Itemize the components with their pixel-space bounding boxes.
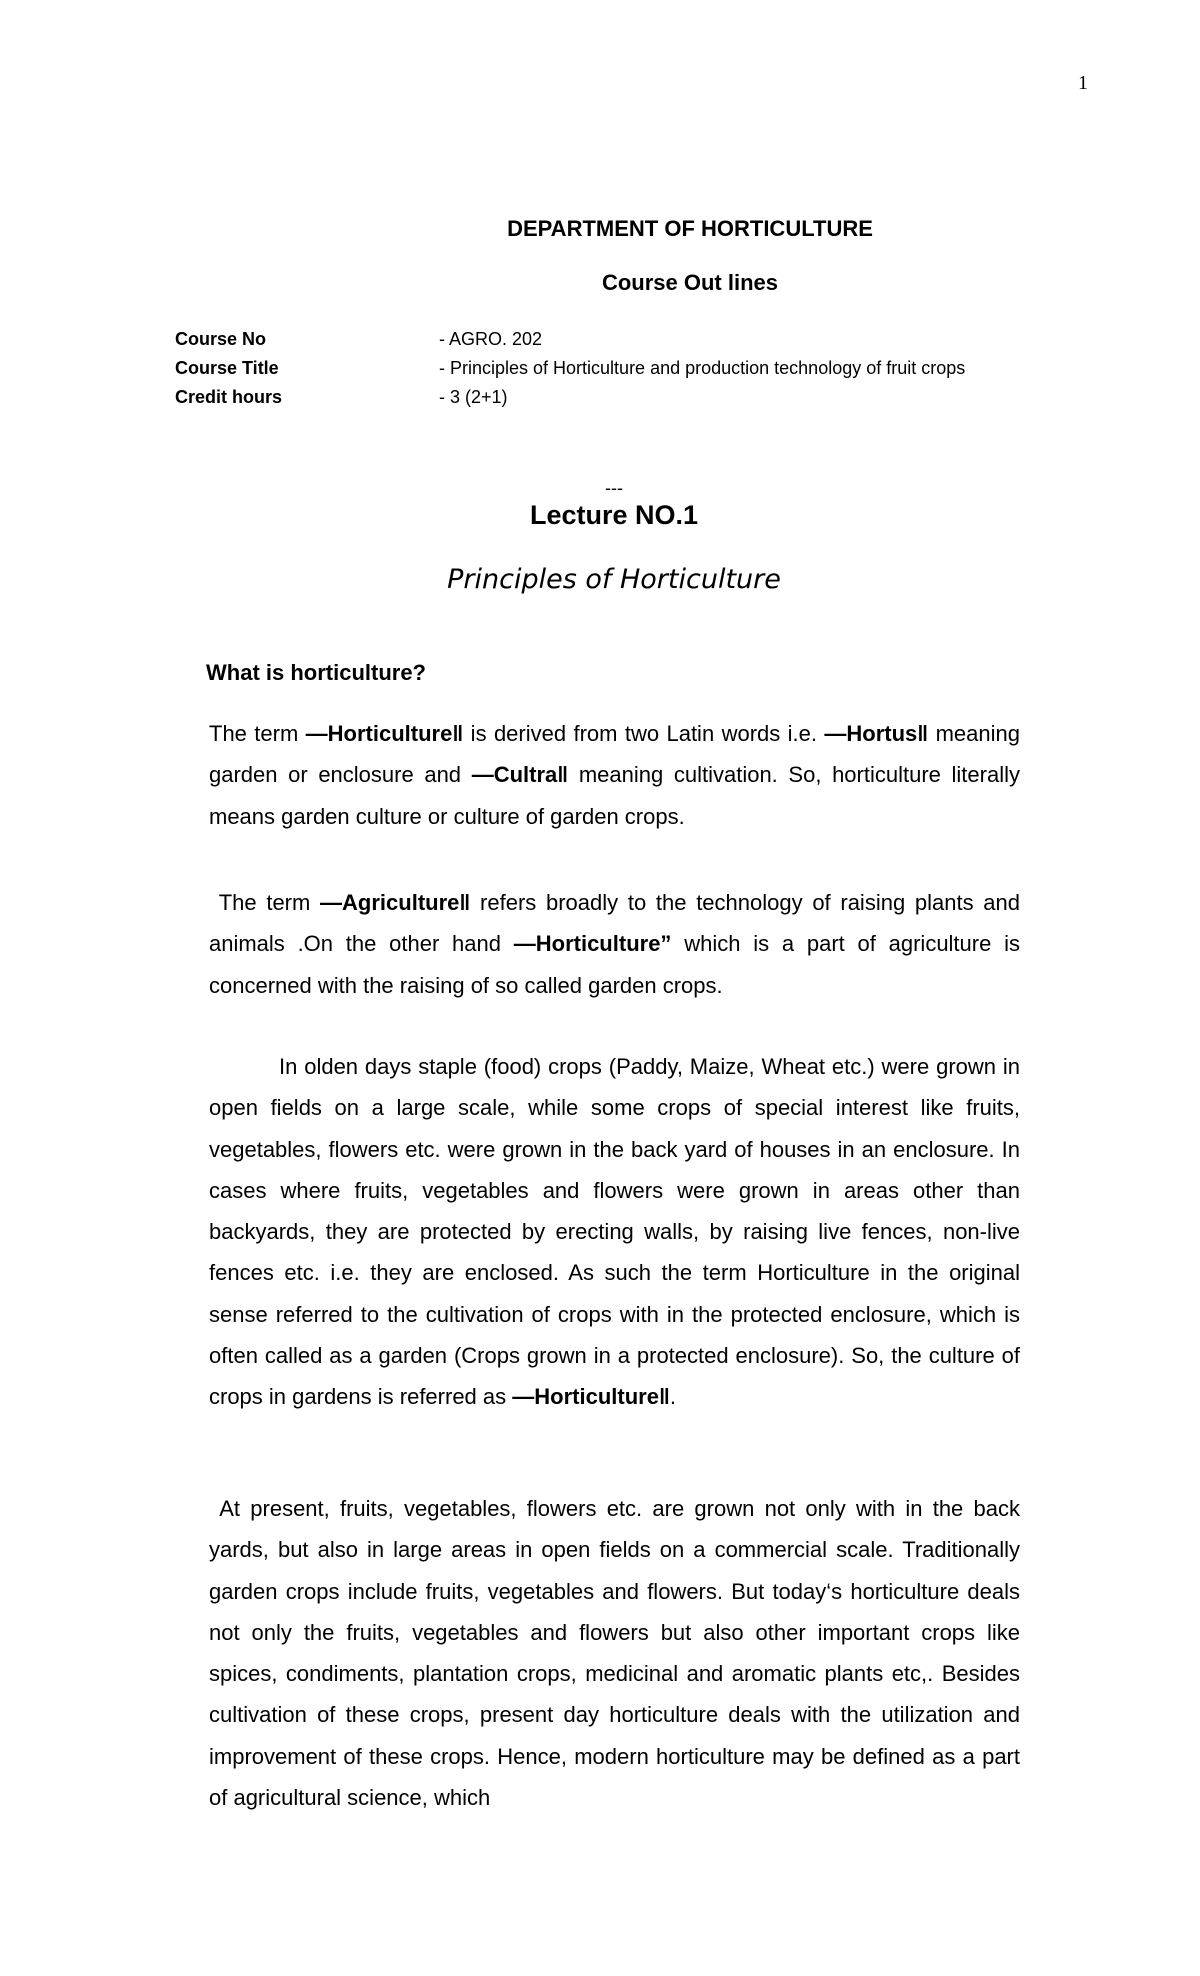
section-heading: What is horticulture? [206,660,426,685]
text-span: which is a part of agriculture is concerned with the raising of so called garden crops. [209,931,1020,998]
course-no-value: - AGRO. 202 [439,329,543,349]
department-heading: DEPARTMENT OF HORTICULTURE [507,216,873,241]
credit-hours-label: Credit hours [175,387,283,407]
paragraph-horticulture-definition [209,713,1020,837]
term-horticulture: —Horticulture‖ [305,721,464,746]
paragraph-olden-days [209,1046,1020,1418]
text-span: refers broadly to the technology of raising plants and animals .On the other hand [209,890,1020,957]
course-info-row [175,383,965,412]
page-number: 1 [1078,72,1088,94]
text-span: In olden days staple (food) crops (Paddy, Maize, Wheat etc.) were grown in open fields on a large scale, while some crops of special interest like fruits, vegetables, flowers etc. were grown in the back yard of houses in an enclosure. In cases where fruits, vegetables and flowers were grown in areas other than backyards, they are protected by erecting walls, by raising live fences, non-live fences etc. i.e. they are enclosed. As such the term Horticulture in the original sense referred to the cultivation of crops with in the protected enclosure, which is often called as a garden (Crops grown in a protected enclosure). So, the culture of crops in gardens is referred as [209,1054,1020,1410]
text-span: The term [209,721,306,746]
text-span: The term [218,890,321,915]
term-horticulture: —Horticulture‖ [512,1384,670,1410]
term-horticulture: —Horticulture” [513,931,672,957]
term-cultra: —Cultra‖ [471,762,569,788]
course-info-row [175,325,965,354]
term-hortus: —Hortus‖ [824,721,929,746]
text-span: is derived from two Latin words i.e. [463,721,825,746]
course-outline-heading: Course Out lines [601,270,779,295]
credit-hours-value: - 3 (2+1) [439,387,508,407]
text-span: meaning garden or enclosure and [209,721,1020,788]
course-title-value: - Principles of Horticulture and production technology of fruit crops [439,358,966,378]
term-agriculture: —Agriculture‖ [320,890,471,915]
text-span: meaning cultivation. So, horticulture literally means garden culture or culture of garden crops. [209,762,1020,829]
lecture-number: Lecture NO.1 [529,500,699,530]
text-span: . [669,1384,677,1410]
text-span: At present, fruits, vegetables, flowers etc. are grown not only with in the back yards, but also in large areas in open fields on a commercial scale. Traditionally garden crops include fruits, vegetables and flowers. But today‘s horticulture deals not only the fruits, vegetables and flowers but also other important crops like spices, condiments, plantation crops, medicinal and aromatic plants etc,. Besides cultivation of these crops, present day horticulture deals with the utilization and improvement of these crops. Hence, modern horticulture may be defined as a part of agricultural science, which [209,1496,1020,1811]
course-info-table [175,325,965,412]
separator-dashes: --- [605,478,623,498]
course-title-label: Course Title [175,358,279,378]
course-info-row [175,354,965,383]
lecture-title: Principles of Horticulture [447,564,781,595]
paragraph-present-day [209,1488,1020,1818]
course-no-label: Course No [175,329,267,349]
paragraph-agriculture [209,882,1020,1006]
